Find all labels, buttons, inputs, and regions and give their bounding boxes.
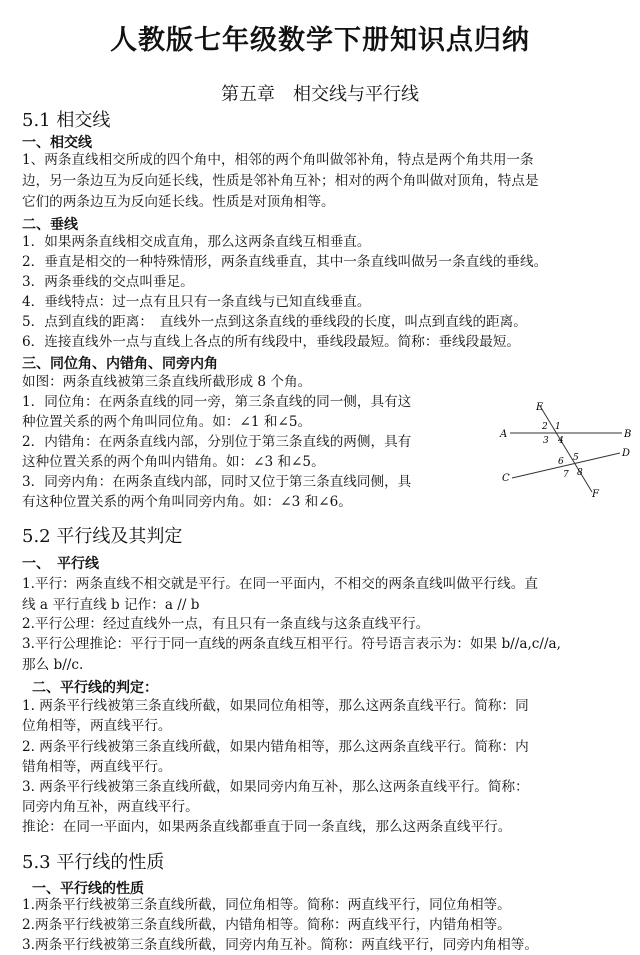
text-line: 同旁内角互补，两直线平行。 [22, 799, 199, 815]
text-line: 2. 两条平行线被第三条直线所截，如果内错角相等，那么这两条直线平行。简称：内 [22, 739, 529, 755]
text-line: 5．点到直线的距离： 直线外一点到这条直线的垂线段的长度，叫点到直线的距离。 [22, 314, 527, 330]
text-line: 1．同位角：在两条直线的同一旁，第三条直线的同一侧，具有这 [22, 394, 412, 410]
section-heading-5-1: 5.1 相交线 [22, 110, 111, 131]
section-heading-5-2: 5.2 平行线及其判定 [22, 526, 183, 547]
text-line: 有这种位置关系的两个角叫同旁内角。如：∠3 和∠6。 [22, 494, 352, 510]
text-line: 它们的两条边互为反向延长线。性质是对顶角相等。 [22, 194, 335, 210]
figure-label: 2 [542, 422, 548, 432]
text-line: 1.两条平行线被第三条直线所截，同位角相等。简称：两直线平行，同位角相等。 [22, 897, 511, 913]
text-line: 2.平行公理：经过直线外一点，有且只有一条直线与这条直线平行。 [22, 616, 430, 632]
figure-label: 6 [558, 457, 564, 467]
text-line: 1.平行：两条直线不相交就是平行。在同一平面内，不相交的两条直线叫做平行线。直 [22, 576, 538, 592]
text-line: 错角相等，两直线平行。 [22, 759, 172, 775]
text-line: 2．垂直是相交的一种特殊情形，两条直线垂直，其中一条直线叫做另一条直线的垂线。 [22, 254, 548, 270]
text-line: 3.两条平行线被第三条直线所截，同旁内角互补。简称：两直线平行，同旁内角相等。 [22, 937, 538, 953]
figure-label: F [592, 489, 599, 500]
text-line: 1．如果两条直线相交成直角，那么这两条直线互相垂直。 [22, 234, 371, 250]
page-title: 人教版七年级数学下册知识点归纳 [110, 25, 530, 56]
subsection-title-parallel-criteria: 二、平行线的判定： [32, 680, 158, 696]
chapter-title: 第五章 相交线与平行线 [221, 84, 419, 105]
section-heading-5-3: 5.3 平行线的性质 [22, 852, 165, 873]
text-line: 3. 两条平行线被第三条直线所截，如果同旁内角互补，那么这两条直线平行。简称： [22, 779, 529, 795]
figure-label: 3 [543, 436, 549, 446]
figure-label: 5 [573, 453, 579, 463]
figure-label: A [500, 429, 508, 440]
subsection-title-parallel-properties: 一、平行线的性质 [32, 881, 144, 897]
figure-label: B [624, 429, 632, 440]
text-line: 2.两条平行线被第三条直线所截，内错角相等。简称：两直线平行，内错角相等。 [22, 917, 511, 933]
subsection-title-perpendicular: 二、垂线 [22, 217, 78, 233]
text-line: 3.平行公理推论：平行于同一直线的两条直线互相平行。符号语言表示为：如果 b//a,c//a, [22, 636, 561, 652]
figure-label: E [536, 402, 544, 413]
text-line: 1. 两条平行线被第三条直线所截，如果同位角相等，那么这两条直线平行。简称：同 [22, 698, 529, 714]
text-line: 1、两条直线相交所成的四个角中，相邻的两个角叫做邻补角，特点是两个角共用一条 [22, 152, 534, 168]
text-line: 线 a 平行直线 b 记作：a // b [22, 597, 200, 613]
subsection-title-angles: 三、同位角、内错角、同旁内角 [22, 356, 218, 372]
figure-label: 4 [558, 436, 564, 446]
figure-label: 7 [563, 470, 569, 480]
text-line: 这种位置关系的两个角叫内错角。如：∠3 和∠5。 [22, 454, 325, 470]
text-line: 那么 b//c. [22, 657, 84, 673]
text-line: 3．两条垂线的交点叫垂足。 [22, 274, 194, 290]
subsection-title-parallel: 一、 平行线 [22, 556, 99, 572]
figure-label: C [502, 473, 510, 484]
figure-label: D [622, 448, 631, 459]
text-line: 位角相等，两直线平行。 [22, 718, 172, 734]
subsection-title-intersecting-lines: 一、相交线 [22, 135, 92, 151]
transversal-figure [498, 396, 634, 504]
text-line: 边，另一条边互为反向延长线，性质是邻补角互补；相对的两个角叫做对顶角，特点是 [22, 173, 539, 189]
text-line: 种位置关系的两个角叫同位角。如：∠1 和∠5。 [22, 414, 312, 430]
text-line: 2．内错角：在两条直线内部，分别位于第三条直线的两侧，具有 [22, 434, 412, 450]
text-line: 4．垂线特点：过一点有且只有一条直线与已知直线垂直。 [22, 294, 371, 310]
text-line: 3．同旁内角：在两条直线内部，同时又位于第三条直线同侧，具 [22, 474, 412, 490]
figure-label: 1 [555, 422, 561, 432]
text-line: 6．连接直线外一点与直线上各点的所有线段中，垂线段最短。简称：垂线段最短。 [22, 334, 521, 350]
figure-label: 8 [577, 468, 583, 478]
text-line: 如图：两条直线被第三条直线所截形成 8 个角。 [22, 374, 312, 390]
text-line: 推论：在同一平面内，如果两条直线都垂直于同一条直线，那么这两条直线平行。 [22, 819, 512, 835]
